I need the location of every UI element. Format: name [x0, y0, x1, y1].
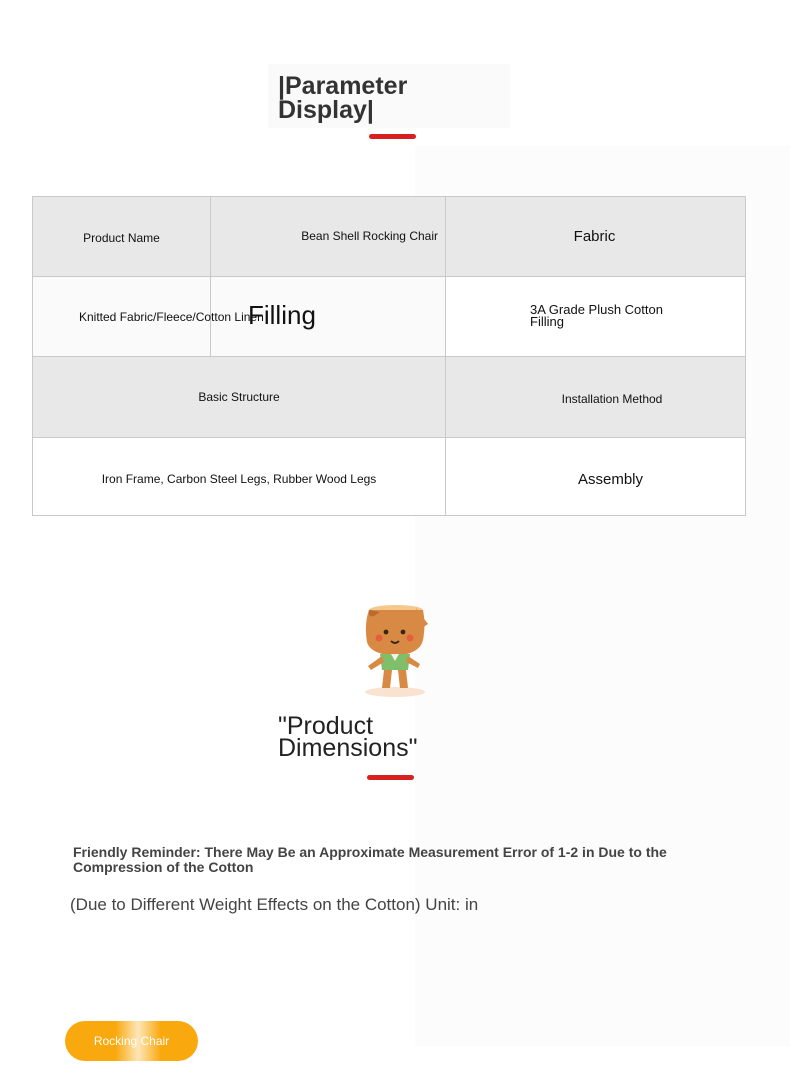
- cell-installation-label: [445, 356, 746, 438]
- parameter-table: [32, 196, 746, 516]
- cell-product-name-label: [32, 196, 211, 277]
- rocking-chair-tag-button[interactable]: [65, 1021, 198, 1061]
- cell-product-name-value: [210, 196, 446, 277]
- fabric-label: Fabric: [573, 228, 616, 245]
- fabric-value: Knitted Fabric/Fleece/Cotton Linen: [79, 310, 264, 324]
- installation-value: Assembly: [577, 471, 644, 488]
- cell-installation-value: [445, 437, 746, 516]
- product-name-label: Product Name: [83, 231, 160, 245]
- rocking-chair-tag-label: Rocking Chair: [93, 1034, 170, 1048]
- unit-note: (Due to Different Weight Effects on the Cotton) Unit: in: [70, 895, 479, 914]
- parameter-title-line2: Display|: [278, 96, 374, 124]
- filling-label: Filling: [248, 300, 316, 330]
- tree-mascot-illustration: [358, 604, 432, 700]
- dimensions-title-line1: "Product: [278, 712, 374, 740]
- parameter-title-line1: |Parameter: [278, 72, 408, 100]
- cell-structure-label: [32, 356, 446, 438]
- cell-fabric-label: [445, 196, 746, 277]
- parameter-title-underline: [369, 134, 416, 139]
- cell-structure-value: [32, 437, 446, 516]
- structure-value: Iron Frame, Carbon Steel Legs, Rubber Wood Legs: [101, 471, 377, 486]
- dimensions-title-underline: [367, 775, 414, 780]
- dimensions-title-line2: Dimensions": [278, 734, 418, 762]
- filling-value-line2: Filling: [530, 314, 564, 329]
- structure-label: Basic Structure: [198, 390, 280, 404]
- measurement-reminder: Friendly Reminder: There May Be an Approximate Measurement Error of 1-2 in Due to the Compression of the Cotton: [73, 844, 667, 875]
- installation-label: Installation Method: [561, 391, 663, 406]
- product-name-value: Bean Shell Rocking Chair: [301, 229, 438, 243]
- filling-value-line1: 3A Grade Plush Cotton: [530, 302, 663, 317]
